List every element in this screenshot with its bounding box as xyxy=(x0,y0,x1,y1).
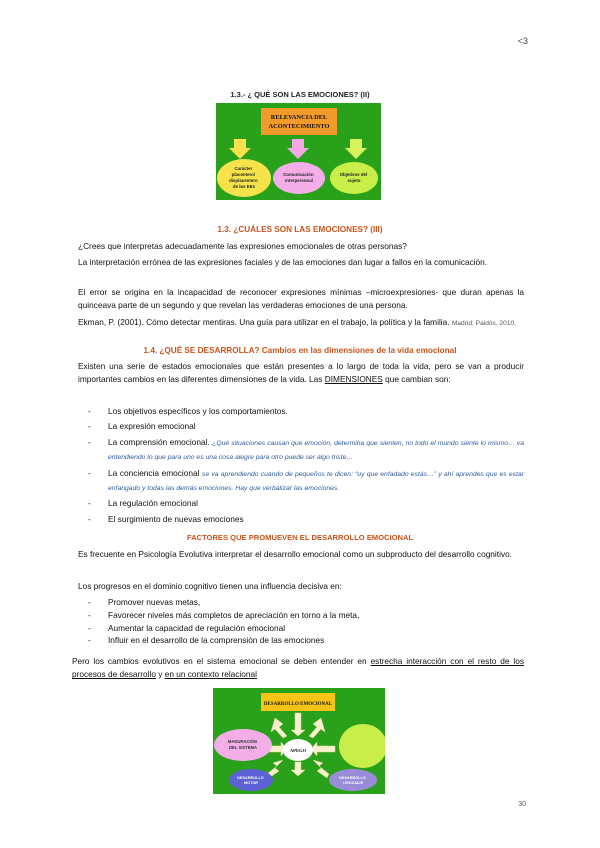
list-item xyxy=(78,436,524,465)
relevancia-title-1: RELEVANCIA DEL xyxy=(270,114,328,121)
corner-mark: <3 xyxy=(517,36,528,46)
list-item: - Influir en el desarrollo de la comprensión de las emociones xyxy=(78,634,524,647)
relevancia-box xyxy=(261,108,337,135)
item-note: ¿Qué situaciones causan que emoción, determina que sienten, no todo el mundo siente lo mismo… va entendiendo lo que para uno es una cosa alegre para otro puede ser algo triste… xyxy=(108,439,524,462)
list-item xyxy=(78,420,524,433)
oval1-line: placentero/ xyxy=(231,172,256,177)
arrow-down-icon xyxy=(345,139,367,159)
oval1-line: Carácter xyxy=(234,166,253,171)
arrow-icon xyxy=(271,718,287,738)
list-item: - Favorecer niveles más completos de apreciación en torno a la meta, xyxy=(78,609,524,622)
para-cambios-evolutivos xyxy=(72,655,524,682)
arrow-icon xyxy=(311,742,335,756)
oval-desarrollo-lenguaje xyxy=(329,769,377,791)
desarrollo-emocional-label: DESARROLLO EMOCIONAL xyxy=(263,702,333,707)
dimensiones-list xyxy=(78,405,524,526)
list-item xyxy=(78,497,524,510)
item-text: La regulación emocional xyxy=(108,498,198,509)
closing-text: Pero los cambios evolutivos en el sistema emocional se deben entender en xyxy=(72,656,371,666)
list-item xyxy=(78,513,524,526)
reference-source: Madrid: Paidós, 2010. xyxy=(451,320,517,327)
item-text: La comprensión emocional. xyxy=(108,436,213,447)
para-estados-emocionales xyxy=(78,360,524,387)
closing-mid: y xyxy=(155,669,165,680)
oval3-line: Objetivos del xyxy=(339,172,368,177)
para-progresos-cognitivos: Los progresos en el dominio cognitivo tienen una influencia decisiva en: xyxy=(78,581,342,591)
figure-relevancia-acontecimiento xyxy=(216,103,381,200)
para-error-origen: El error se origina en la incapacidad de reconocer expresiones mínimas –microexpresiones- que duran apenas la quinceava parte de un segundo y que revelan las verdaderas emociones de una persona. xyxy=(78,287,524,311)
intro-dimensiones: DIMENSIONES xyxy=(324,374,383,385)
arrow-down-icon xyxy=(287,139,309,159)
heading-que-se-desarrolla: 1.4. ¿QUÉ SE DESARROLLA? Cambios en las dimensiones de la vida emocional xyxy=(143,346,457,355)
figure-desarrollo-svg xyxy=(213,688,385,794)
oval1-line: de los EEs xyxy=(232,184,256,189)
oval2-line: Comunicación xyxy=(283,172,314,177)
closing-underline-1: estrecha interacción con el resto de los procesos de desarrollo xyxy=(72,656,524,680)
lenguaje-line: DESARROLLO xyxy=(339,776,366,780)
list-item: - Aumentar la capacidad de regulación emocional xyxy=(78,622,524,635)
arrow-down-icon xyxy=(229,139,251,159)
oval3-line: sujeto xyxy=(347,178,361,183)
list-item: - Promover nuevas metas, xyxy=(78,596,524,609)
motor-line: DESARROLLO xyxy=(237,776,264,780)
relevancia-title-2: ACONTECIMIENTO xyxy=(268,123,330,130)
intro-text: Existen una serie de estados emocionales que están presentes a lo largo de toda la vida, pero se van a producir importantes cambios en las diferentes dimensiones de la vida. Las xyxy=(78,361,524,385)
oval-derecho xyxy=(339,724,385,768)
arrow-icon xyxy=(291,762,305,776)
item-text: El surgimiento de nuevas emociones xyxy=(108,513,244,524)
figure-relevancia-svg xyxy=(216,103,381,200)
reference-main: Ekman, P. (2001). Cómo detectar mentiras. Una guía para utilizar en el trabajo, la política y la familia. xyxy=(78,317,450,327)
heading-cuales-son-emociones: 1.3. ¿CUÁLES SON LAS EMOCIONES? (III) xyxy=(217,225,383,234)
item-text: La expresión emocional xyxy=(108,421,196,432)
question-interpretas: ¿Crees que interpretas adecuadamente las expresiones emocionales de otras personas? xyxy=(78,241,407,251)
item-text: La conciencia emocional xyxy=(108,467,203,478)
oval-desarrollo-motor xyxy=(229,769,273,791)
list-item xyxy=(78,467,524,496)
page-number: 30 xyxy=(518,801,526,808)
apego-label: APEGO xyxy=(289,748,307,753)
heading-factores: FACTORES QUE PROMUEVEN EL DESARROLLO EMOCIONAL xyxy=(186,533,414,542)
motor-line: MOTOR xyxy=(243,781,259,785)
maduracion-text xyxy=(228,739,258,750)
oval2-text xyxy=(283,172,314,183)
para-psicologia-evolutiva: Es frecuente en Psicología Evolutiva interpretar el desarrollo emocional como un subproducto del desarrollo cognitivo. xyxy=(78,549,512,559)
arrow-icon xyxy=(291,713,305,736)
lenguaje-line: LENGUAJE xyxy=(342,781,364,785)
heading-que-son-emociones: 1.3.- ¿ QUÉ SON LAS EMOCIONES? (II) xyxy=(230,90,370,99)
maduracion-line: MADURACIÓN xyxy=(227,739,257,744)
figure-desarrollo-emocional xyxy=(213,688,385,794)
closing-underline-2: en un contexto relacional xyxy=(164,669,257,680)
list-item xyxy=(78,405,524,418)
intro-text-end: que cambian son: xyxy=(382,374,451,385)
maduracion-line: DEL SISTEMA xyxy=(228,745,258,750)
item-text: Los objetivos específicos y los comportamientos. xyxy=(108,406,288,416)
para-interpretacion-erronea: La interpretación errónea de las expresiones faciales y de las emociones dan lugar a fallos en la comunicación. xyxy=(78,257,488,267)
oval2-line: interpersonal xyxy=(285,178,313,183)
lenguaje-text xyxy=(339,776,367,785)
arrow-icon xyxy=(309,718,325,738)
influencias-list xyxy=(78,596,524,647)
item-note: se va aprendiendo cuando de pequeños te dicen: “uy que enfadado estás…” y ahí aprendes que es estar enfangado y todas las demás emociones. Hay que verbalizar las emociones. xyxy=(108,470,524,493)
oval1-line: displacentero xyxy=(229,178,258,183)
reference-ekman xyxy=(78,316,524,330)
arrow-icon xyxy=(313,760,329,778)
